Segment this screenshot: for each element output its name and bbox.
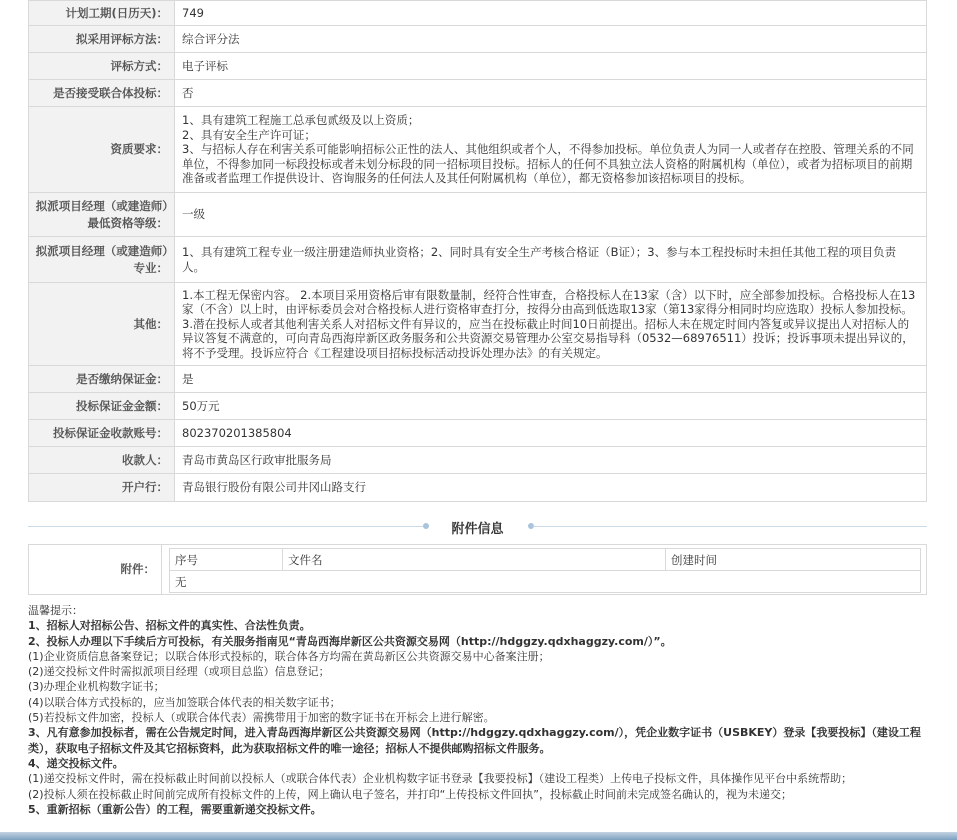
note-line: (2)投标人须在投标截止时间前完成所有投标文件的上传，网上确认电子签名，并打印“上传投标文件回执”，投标截止时间前未完成签名确认的，视为未递交；	[28, 787, 792, 801]
note-line: 2、投标人办理以下手续后方可投标，有关服务指南见“青岛西海岸新区公共资源交易网（http://hdggzy.qdxhaggzy.com/）”。	[28, 634, 672, 648]
info-value: 否	[175, 80, 927, 107]
tips-notes	[28, 603, 927, 817]
note-line: (1)企业资质信息备案登记；以联合体形式投标的，联合体各方均需在黄岛新区公共资源交易中心备案注册；	[28, 649, 550, 663]
info-label: 计划工期(日历天)：	[29, 1, 175, 26]
info-label: 拟采用评标方法：	[29, 26, 175, 53]
info-value: 1.本工程无保密内容。 2.本项目采用资格后审有限数量制，经符合性审查，合格投标人在13家（含）以下时，应全部参加投标。合格投标人在13家（不含）以上时，由评标委员会对合格投标人进行资格审查打分，按得分由高到低选取13家（第13家得分相同时均应选取）投标人参加投标。 3.潜在投标人或者其他利害关系人对招标文件有异议的，应当在投标截止时间10日前提出。招标人未在规定时间内答复或异议提出人对招标人的异议答复不满意的，可向青岛西海岸新区政务服务和公共资源交易管理办公室交易指导科（0532—68976511）投诉；投诉事项未提出异议的，将不予受理。投诉应符合《工程建设项目招标投标活动投诉处理办法》的有关规定。	[175, 283, 927, 366]
info-value: 749	[175, 1, 927, 26]
info-value: 1、具有建筑工程专业一级注册建造师执业资格；2、同时具有安全生产考核合格证（B证）；3、参与本工程投标时未担任其他工程的项目负责人。	[175, 237, 927, 283]
info-label: 评标方式：	[29, 53, 175, 80]
info-row-other	[29, 283, 927, 366]
table-row	[170, 571, 921, 593]
column-header-filename: 文件名	[283, 549, 666, 571]
attachment-empty-text: 无	[170, 571, 921, 593]
column-header-index: 序号	[170, 549, 283, 571]
info-value: 青岛市黄岛区行政审批服务局	[175, 447, 927, 474]
note-line: (1)递交投标文件时，需在投标截止时间前以投标人（或联合体代表）企业机构数字证书登录【我要投标】（建设工程类）上传电子投标文件，具体操作见平台中系统帮助；	[28, 772, 853, 786]
column-header-created-time: 创建时间	[666, 549, 921, 571]
attachment-section-title: 附件信息	[451, 522, 504, 537]
info-row-payee	[29, 447, 927, 474]
info-value: 是	[175, 366, 927, 393]
info-label: 投标保证金金额：	[29, 393, 175, 420]
info-label: 开户行：	[29, 474, 175, 502]
info-row-deposit-account	[29, 420, 927, 447]
attachment-table	[169, 548, 921, 593]
note-line: (4)以联合体方式投标的，应当加签联合体代表的相关数字证书；	[28, 695, 341, 709]
info-row-evaluation-mode	[29, 53, 927, 80]
info-label: 投标保证金收款账号：	[29, 420, 175, 447]
info-value: 802370201385804	[175, 420, 927, 447]
note-line: (5)若投标文件加密，投标人（或联合体代表）需携带用于加密的数字证书在开标会上进行解密。	[28, 711, 495, 725]
page-footer-bar	[0, 832, 957, 840]
info-row-bank	[29, 474, 927, 502]
info-label: 拟派项目经理（或建造师）最低资格等级：	[29, 193, 175, 237]
info-row-evaluation-method	[29, 26, 927, 53]
note-line: (3)办理企业机构数字证书；	[28, 680, 165, 694]
info-row-duration	[29, 1, 927, 26]
attachment-table-header	[170, 549, 921, 571]
project-info-table	[28, 0, 927, 502]
attachment-label: 附件：	[29, 545, 162, 594]
info-value: 青岛银行股份有限公司井冈山路支行	[175, 474, 927, 502]
info-label: 其他：	[29, 283, 175, 366]
attachment-section-header	[28, 516, 927, 538]
info-label: 拟派项目经理（或建造师）专业：	[29, 237, 175, 283]
note-line: 4、递交投标文件。	[28, 756, 124, 770]
info-row-manager-major	[29, 237, 927, 283]
info-label: 是否缴纳保证金：	[29, 366, 175, 393]
info-value: 电子评标	[175, 53, 927, 80]
info-row-consortium	[29, 80, 927, 107]
note-line: 5、重新招标（重新公告）的工程，需要重新递交投标文件。	[28, 802, 322, 816]
info-row-deposit-amount	[29, 393, 927, 420]
info-label: 是否接受联合体投标：	[29, 80, 175, 107]
note-line: 3、凡有意参加投标者，需在公告规定时间，进入青岛西海岸新区公共资源交易网（http://hdggzy.qdxhaggzy.com/），凭企业数字证书（USBKEY）登录【我要投标】（建设工程类），获取电子招标文件及其它招标资料，此为获取招标文件的唯一途径；招标人不提供邮购招标文件服务。	[28, 726, 921, 755]
note-line: 1、招标人对招标公告、招标文件的真实性、合法性负责。	[28, 619, 311, 633]
note-line: (2)递交投标文件时需拟派项目经理（或项目总监）信息登记；	[28, 665, 330, 679]
info-row-manager-grade	[29, 193, 927, 237]
info-value: 1、具有建筑工程施工总承包贰级及以上资质； 2、具有安全生产许可证； 3、与招标人存在利害关系可能影响招标公正性的法人、其他组织或者个人，不得参加投标。单位负责人为同一人或者存在控股、管理关系的不同单位，不得参加同一标段投标或者未划分标段的同一招标项目投标。招标人的任何不具独立法人资格的附属机构（单位），或者为招标项目的前期准备或者监理工作提供设计、咨询服务的任何法人及其任何附属机构（单位），都无资格参加该招标项目的投标。	[175, 107, 927, 193]
tips-title: 温馨提示：	[28, 604, 83, 617]
info-label: 资质要求：	[29, 107, 175, 193]
info-row-deposit-required	[29, 366, 927, 393]
info-value: 50万元	[175, 393, 927, 420]
info-value: 一级	[175, 193, 927, 237]
info-label: 收款人：	[29, 447, 175, 474]
info-row-qualification	[29, 107, 927, 193]
attachment-box	[28, 544, 927, 595]
info-value: 综合评分法	[175, 26, 927, 53]
